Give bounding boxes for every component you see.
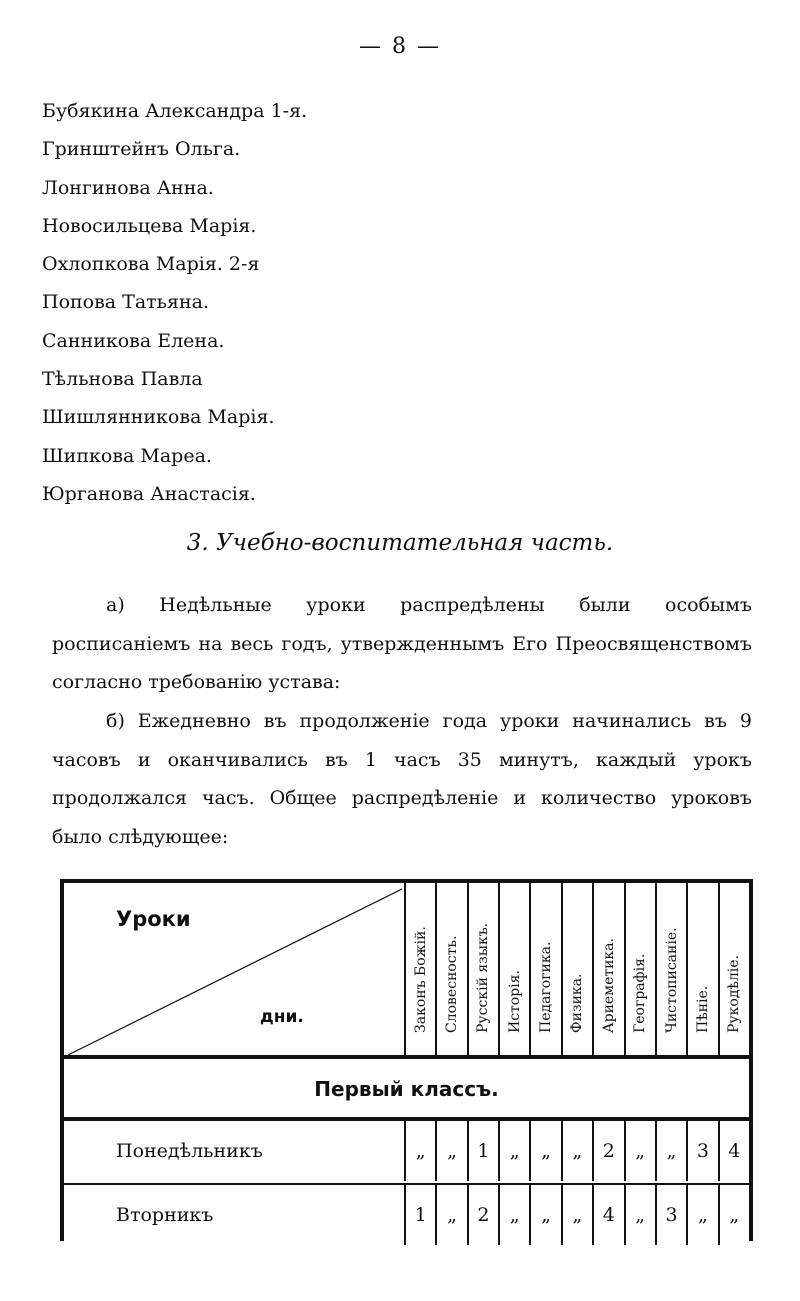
student-name: Гринштейнъ Ольга. bbox=[42, 138, 241, 161]
student-name: Шипкова Мареа. bbox=[42, 444, 212, 467]
subject-header: Ариеметика. bbox=[592, 883, 623, 1057]
corner-label-lessons: Уроки bbox=[116, 907, 191, 931]
student-name: Охлопкова Марiя. 2-я bbox=[42, 253, 260, 276]
student-name: Санникова Елена. bbox=[42, 329, 225, 352]
lesson-count: 3 bbox=[655, 1185, 686, 1245]
corner-label-days: дни. bbox=[260, 1007, 304, 1027]
lesson-count: 1 bbox=[467, 1121, 498, 1181]
lesson-count: „ bbox=[624, 1121, 655, 1181]
lesson-count: 2 bbox=[592, 1121, 623, 1181]
subject-header: Словесность. bbox=[435, 883, 466, 1057]
section-heading: 3. Учебно-воспитательная часть. bbox=[186, 530, 614, 556]
lesson-count: 3 bbox=[686, 1121, 717, 1181]
lesson-count: „ bbox=[529, 1121, 560, 1181]
lesson-count: „ bbox=[498, 1121, 529, 1181]
day-name: Понедѣльникъ bbox=[116, 1140, 263, 1162]
student-name: Новосильцева Марiя. bbox=[42, 214, 257, 237]
day-name: Вторникъ bbox=[116, 1204, 214, 1226]
lesson-count: „ bbox=[435, 1121, 466, 1181]
lesson-count: „ bbox=[686, 1185, 717, 1245]
header-divider bbox=[64, 1055, 749, 1059]
class-label: Первый классъ. bbox=[314, 1077, 499, 1101]
subject-header: Пѣнiе. bbox=[686, 883, 717, 1057]
student-name: Лонгинова Анна. bbox=[42, 176, 214, 199]
paragraph-b: б) Ежедневно въ продолженiе года уроки начинались въ 9 часовъ и оканчивались въ 1 часъ 35 минутъ, каждый урокъ продолжался часъ. Общее распредѣленiе и количество уроковъ было слѣдующее: bbox=[52, 710, 752, 848]
corner-diagonal bbox=[64, 883, 404, 1057]
student-name: Шишлянникова Марiя. bbox=[42, 406, 275, 429]
lesson-count: 1 bbox=[404, 1185, 435, 1245]
lesson-count: „ bbox=[624, 1185, 655, 1245]
subject-header: Исторiя. bbox=[498, 883, 529, 1057]
table-row bbox=[64, 1121, 749, 1181]
page-number: — 8 — bbox=[359, 34, 441, 59]
lesson-count: 4 bbox=[718, 1121, 749, 1181]
lesson-count: „ bbox=[561, 1185, 592, 1245]
lesson-count: „ bbox=[718, 1185, 749, 1245]
lesson-count: „ bbox=[404, 1121, 435, 1181]
table-row bbox=[64, 1185, 749, 1245]
lesson-timetable bbox=[60, 879, 753, 1241]
lesson-count: „ bbox=[435, 1185, 466, 1245]
lesson-count: 2 bbox=[467, 1185, 498, 1245]
subject-header: Законъ Божiй. bbox=[404, 883, 435, 1057]
student-name: Бубякина Александра 1-я. bbox=[42, 100, 308, 122]
lesson-count: „ bbox=[529, 1185, 560, 1245]
subject-header: Географiя. bbox=[624, 883, 655, 1057]
student-name: Тѣльнова Павла bbox=[42, 368, 203, 391]
lesson-count: „ bbox=[561, 1121, 592, 1181]
subject-header: Физика. bbox=[561, 883, 592, 1057]
subject-header: Рукодѣлiе. bbox=[718, 883, 749, 1057]
lesson-count: „ bbox=[498, 1185, 529, 1245]
student-name: Юрганова Анастасiя. bbox=[42, 482, 256, 505]
paragraph-a: а) Недѣльные уроки распредѣлены были особымъ росписанiемъ на весь годъ, утвержденнымъ Его Преосвященствомъ согласно требованiю устава: bbox=[52, 594, 752, 693]
subject-header: Чистописанiе. bbox=[655, 883, 686, 1057]
lesson-count: 4 bbox=[592, 1185, 623, 1245]
subject-headers bbox=[404, 883, 749, 1057]
student-name-list bbox=[42, 92, 307, 513]
student-name: Попова Татьяна. bbox=[42, 291, 210, 314]
table-corner-header bbox=[64, 883, 404, 1057]
lesson-count: „ bbox=[655, 1121, 686, 1181]
subject-header: Педагогика. bbox=[529, 883, 560, 1057]
subject-header: Русскiй языкъ. bbox=[467, 883, 498, 1057]
